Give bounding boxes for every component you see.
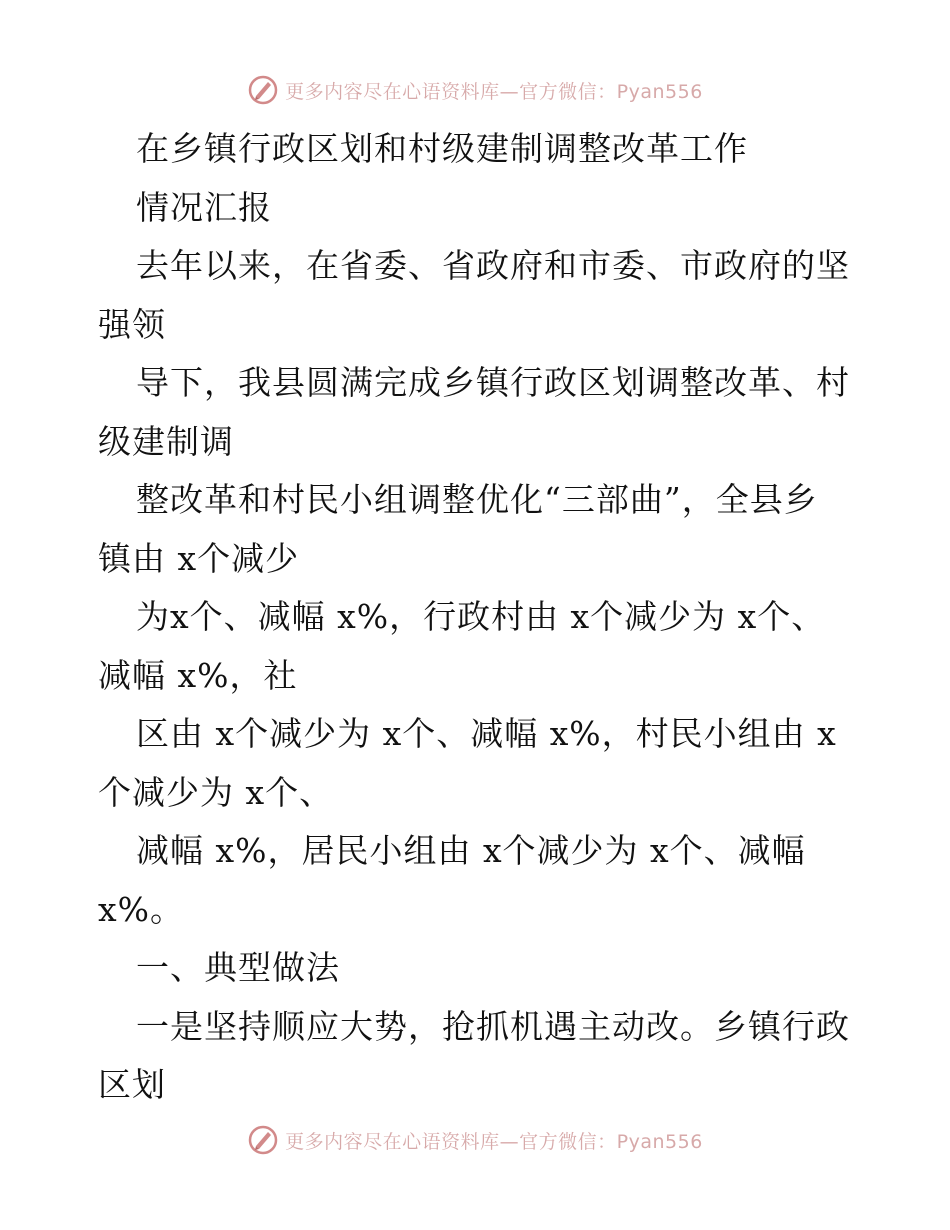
paragraph-line: 导下，我县圆满完成乡镇行政区划调整改革、村 [136,363,850,402]
paragraph-line: 个减少为 x个、 [98,772,334,812]
paragraph-line: 镇由 x个减少 [98,538,300,578]
paragraph-line: 减幅 x%，社 [98,655,298,695]
watermark-header [0,72,950,108]
paragraph-line: 区由 x个减少为 x个、减幅 x%，村民小组由 x [136,714,837,753]
title-line: 在乡镇行政区划和村级建制调整改革工作 [136,129,748,168]
paragraph-line: 减幅 x%，居民小组由 x个减少为 x个、减幅 [136,831,806,870]
watermark-text: 更多内容尽在心语资料库—官方微信：Pyan556 [285,1130,703,1153]
paragraph-line: x%。 [98,889,184,929]
paragraph-line: 级建制调 [98,421,234,461]
paragraph-line: 整改革和村民小组调整优化“三部曲”，全县乡 [136,480,818,519]
paragraph-line: 强领 [98,304,166,344]
paragraph-line: 区划 [98,1065,166,1104]
paragraph-line: 一是坚持顺应大势，抢抓机遇主动改。乡镇行政 [136,1006,850,1046]
section-heading: 一、典型做法 [136,948,340,987]
paragraph-line: 为x个、减幅 x%，行政村由 x个减少为 x个、 [136,597,826,636]
watermark-footer [0,1122,950,1158]
title-line: 情况汇报 [136,187,272,227]
pen-circle-icon [247,1124,279,1156]
paragraph-line: 去年以来，在省委、省政府和市委、市政府的坚 [136,246,850,285]
document-body [98,120,858,1115]
watermark-text: 更多内容尽在心语资料库—官方微信：Pyan556 [285,80,703,103]
pen-circle-icon [247,74,279,106]
